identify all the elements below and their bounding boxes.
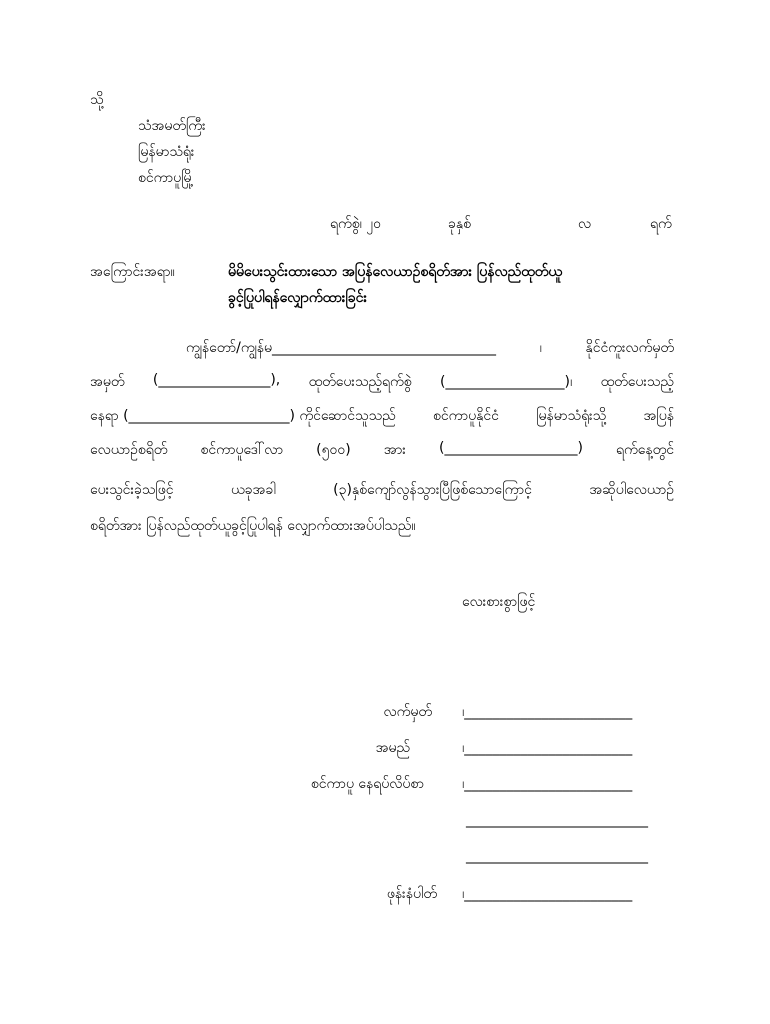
name-field: ၊________________________: [462, 740, 633, 756]
subject-text-1: မိမိပေးသွင်းထားသော အပြန်လေယာဉ်စရိတ်အား ပြန်လည်ထုတ်ယူ: [228, 264, 562, 280]
signature-label: လက်မှတ်: [383, 704, 432, 720]
body-row-2-part-4: (_________________)၊: [440, 374, 573, 390]
recipient-city: စင်ကာပူမြို့: [138, 170, 194, 186]
closing-text: လေးစားစွာဖြင့်: [462, 594, 536, 610]
subject-label: အကြောင်းအရာ။: [90, 264, 175, 280]
body-row-1-part-1: ကျွန်တော်/ကျွန်မ________________________________: [186, 340, 497, 356]
body-row-5-part-3: (၃)နှစ်ကျော်လွန်သွားပြီဖြစ်သောကြောင့်: [333, 482, 532, 498]
subject-line-2: ခွင့်ပြုပါရန်လျှောက်ထားခြင်း: [228, 290, 368, 306]
body-row-5-part-4: အဆိုပါလေယာဉ်: [589, 482, 674, 498]
date-prefix: ရက်စွဲ၊ ၂၀: [330, 216, 382, 232]
date-month: လ: [578, 216, 592, 232]
body-row-4: [90, 440, 674, 461]
body-row-3-part-2: စင်ကာပူနိုင်ငံ: [433, 408, 499, 424]
body-row-4-part-5: (___________________): [439, 440, 583, 456]
body-row-5-part-2: ယခုအခါ: [231, 482, 276, 498]
body-row-3-part-3: မြန်မာသံရုံးသို့: [536, 408, 607, 424]
name-label: အမည်: [375, 740, 410, 756]
body-row-2-part-3: ထုတ်ပေးသည့်ရက်စွဲ: [308, 374, 412, 390]
body-row-1-part-3: နိုင်ငံကူးလက်မှတ်: [585, 340, 674, 356]
address-field-1: ၊________________________: [462, 776, 633, 792]
body-row-2-part-2: (________________),: [152, 372, 281, 388]
body-row-4-part-2: စင်ကာပူဒေါ်လာ: [200, 442, 284, 458]
body-row-2-part-1: အမှတ်: [90, 374, 125, 390]
body-row-1-part-2: ၊: [539, 340, 542, 356]
date-year-unit: ခုနှစ်: [448, 216, 471, 232]
phone-field: ၊________________________: [462, 886, 633, 902]
body-row-3-part-1: နေရာ (_______________________) ကိုင်ဆောင်သူသည်: [90, 408, 396, 424]
body-row-3-part-4: အပြန်: [643, 408, 674, 424]
body-row-4-part-1: လေယာဉ်စရိတ်: [90, 442, 168, 458]
recipient-office: မြန်မာသံရုံး: [138, 144, 195, 160]
address-label: စင်ကာပူ နေရပ်လိပ်စာ: [310, 776, 424, 792]
address-field-3: __________________________: [466, 848, 648, 864]
body-row-6: စရိတ်အား ပြန်လည်ထုတ်ယူခွင့်ပြုပါရန် လျှောက်ထားအပ်ပါသည်။: [90, 518, 416, 534]
phone-label: ဖုန်းနံပါတ်: [386, 886, 437, 902]
body-row-2: [90, 372, 674, 393]
recipient-title: သံအမတ်ကြီး: [138, 118, 206, 134]
subject-line-1: [228, 262, 674, 283]
body-row-3: [90, 406, 674, 427]
body-row-4-part-3: (၅၀၀): [316, 442, 351, 458]
address-field-2: __________________________: [466, 812, 648, 828]
body-row-4-part-6: ရက်နေ့တွင်: [616, 442, 674, 458]
body-row-4-part-4: အား: [383, 442, 406, 458]
body-row-1: [186, 338, 674, 359]
signature-field: ၊________________________: [462, 704, 633, 720]
body-row-5: [90, 480, 674, 501]
body-row-5-part-1: ပေးသွင်းခဲ့သဖြင့်: [90, 482, 174, 498]
body-row-2-part-5: ထုတ်ပေးသည့်: [600, 374, 674, 390]
recipient-to: သို့: [90, 92, 104, 108]
date-day: ရက်: [650, 216, 672, 232]
